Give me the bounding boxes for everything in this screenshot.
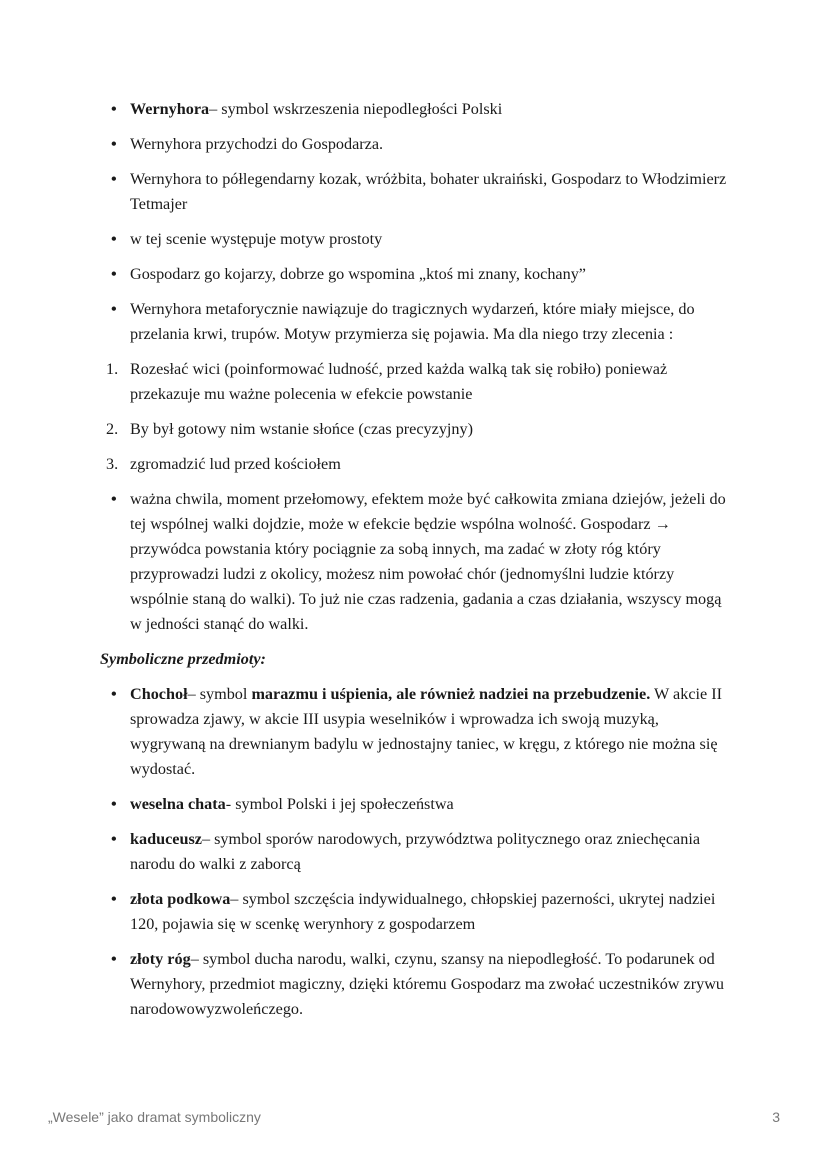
list-item	[100, 887, 730, 937]
emphasis-text: marazmu i uśpienia, ale również nadziei na przebudzenie.	[251, 685, 651, 703]
item-text: – symbol ducha narodu, walki, czynu, szansy na niepodległość. To podarunek od Wernyhory, przedmiot magiczny, dzięki któremu Gospodarz ma zwołać uczestników zrywu narodowowyzwoleńczego.	[130, 950, 724, 1018]
item-text: By był gotowy nim wstanie słońce (czas precyzyjny)	[130, 420, 473, 438]
bullet-icon: •	[111, 890, 117, 908]
bullet-icon: •	[111, 300, 117, 318]
list-item	[100, 167, 730, 217]
item-text: Wernyhora to półlegendarny kozak, wróżbita, bohater ukraiński, Gospodarz to Włodzimierz Tetmajer	[130, 170, 727, 213]
bullet-icon: •	[111, 490, 117, 508]
item-text: – symbol szczęścia indywidualnego, chłopskiej pazerności, ukrytej nadziei 120, pojawia się w scenkę werynhory z gospodarzem	[130, 890, 716, 933]
item-number: 1.	[106, 360, 119, 378]
bullet-icon: •	[111, 100, 117, 118]
list-item	[100, 682, 730, 782]
list-item	[100, 792, 730, 817]
list-item	[100, 947, 730, 1022]
item-text: Gospodarz go kojarzy, dobrze go wspomina „ktoś mi znany, kochany”	[130, 265, 586, 283]
numbered-item	[100, 417, 730, 442]
list-item	[100, 97, 730, 122]
item-number: 2.	[106, 420, 119, 438]
item-text: – symbol sporów narodowych, przywództwa politycznego oraz zniechęcania narodu do walki z zaborcą	[130, 830, 701, 873]
item-text: Wernyhora przychodzi do Gospodarza.	[130, 135, 384, 153]
item-text-continued: W akcie II sprowadza zjawy, w akcie III usypia weselników i wprowadza ich swoją muzyką, wygrywaną na drewnianym badylu w jednostajny taniec, w kręgu, z którego nie można się wydostać.	[130, 685, 723, 778]
bullet-icon: •	[111, 950, 117, 968]
term-kaduceusz: kaduceusz	[130, 830, 202, 848]
section-heading: Symboliczne przedmioty:	[100, 650, 266, 668]
bullet-icon: •	[111, 685, 117, 703]
list-item	[100, 487, 730, 637]
term-zlota-podkowa: złota podkowa	[130, 890, 231, 908]
item-text: zgromadzić lud przed kościołem	[130, 455, 341, 473]
item-text: - symbol Polski i jej społeczeństwa	[225, 795, 454, 813]
list-item	[100, 227, 730, 252]
item-text: – symbol wskrzeszenia niepodległości Polski	[209, 100, 503, 118]
item-text: Rozesłać wici (poinformować ludność, przed każda walką tak się robiło) ponieważ przekazuje mu ważne polecenia w efekcie powstanie	[130, 360, 668, 403]
item-text: ważna chwila, moment przełomowy, efektem może być całkowita zmiana dziejów, jeżeli do tej wspólnej walki dojdzie, może w efekcie będzie wspólna wolność. Gospodarz → przywódca powstania który pociągnie za sobą innych, ma zadać w złoty róg który przyprowadzi ludzi z okolicy, możesz nim powołać chór (jednomyślni ludzie którzy wspólnie staną do walki). To już nie czas radzenia, gadania a czas działania, wszyscy mogą w jedności stanąć do walki.	[130, 490, 726, 633]
numbered-item	[100, 357, 730, 407]
page-number: 3	[772, 1109, 780, 1125]
list-item	[100, 262, 730, 287]
term-zloty-rog: złoty róg	[130, 950, 191, 968]
term-chochol: Chochoł	[130, 685, 188, 703]
bullet-icon: •	[111, 795, 117, 813]
item-text: Wernyhora metaforycznie nawiązuje do tragicznych wydarzeń, które miały miejsce, do przelania krwi, trupów. Motyw przymierza się pojawia. Ma dla niego trzy zlecenia :	[130, 300, 695, 343]
item-number: 3.	[106, 455, 119, 473]
list-item	[100, 132, 730, 157]
page-content	[100, 97, 730, 1032]
list-item	[100, 827, 730, 877]
bullet-icon: •	[111, 830, 117, 848]
item-text: w tej scenie występuje motyw prostoty	[130, 230, 383, 248]
term-wernyhora: Wernyhora	[130, 100, 210, 118]
item-text: – symbol	[187, 685, 252, 703]
bullet-icon: •	[111, 170, 117, 188]
bullet-icon: •	[111, 265, 117, 283]
footer-title: „Wesele” jako dramat symboliczny	[48, 1109, 261, 1125]
list-item	[100, 297, 730, 347]
numbered-item	[100, 452, 730, 477]
bullet-icon: •	[111, 135, 117, 153]
term-weselna-chata: weselna chata	[130, 795, 226, 813]
bullet-icon: •	[111, 230, 117, 248]
